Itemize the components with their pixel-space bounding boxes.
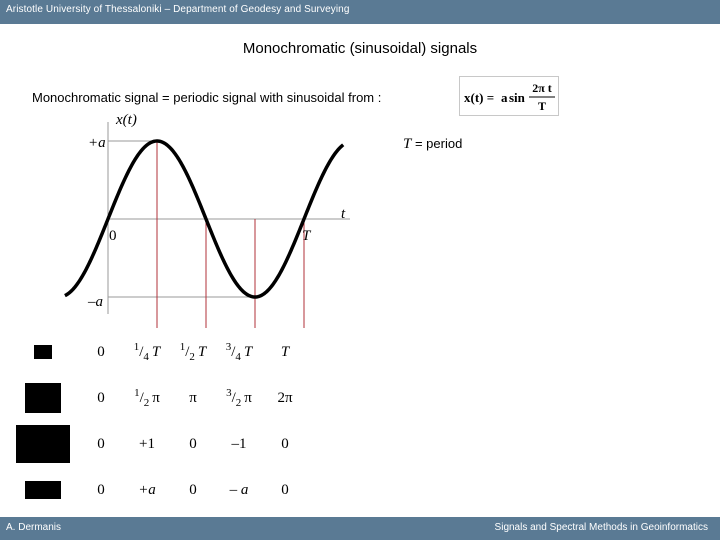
row-key-cell <box>8 421 78 467</box>
period-note <box>403 136 462 153</box>
row-key-cell <box>8 375 78 421</box>
cell-value: 0 <box>189 435 197 452</box>
table-cell <box>262 329 308 375</box>
cell-value: T <box>280 343 290 360</box>
table-cell <box>262 421 308 467</box>
row-key-cell <box>8 467 78 513</box>
values-table <box>8 329 308 513</box>
table-cell <box>124 375 170 421</box>
table-row <box>8 329 308 375</box>
minus-a-label: –a <box>88 294 103 310</box>
fraction-symbol: T <box>197 344 207 360</box>
fraction-slash: / <box>231 344 236 360</box>
cell-value: 0 <box>97 481 105 498</box>
table-cell <box>262 375 308 421</box>
cell-value: 0 <box>97 435 105 452</box>
definition-text: Monochromatic signal = periodic signal with sinusoidal from : <box>32 90 382 105</box>
fraction-numerator: 3 <box>225 341 232 353</box>
header-institution: Aristotle University of Thessaloniki – Department of Geodesy and Surveying <box>6 4 350 15</box>
fraction-denominator: 2 <box>189 351 195 363</box>
cell-value: – a <box>229 481 249 498</box>
cell-value: +a <box>138 481 156 498</box>
table-cell <box>170 467 216 513</box>
plus-a-label: +a <box>88 135 106 151</box>
fraction-denominator: 2 <box>143 397 150 409</box>
cell-value: +1 <box>139 435 155 452</box>
fraction-symbol: π <box>152 390 160 406</box>
fraction-numerator: 1 <box>134 387 140 399</box>
table-cell <box>170 375 216 421</box>
table-cell <box>216 467 262 513</box>
table-cell <box>170 421 216 467</box>
formula-sin: sin <box>509 90 525 105</box>
cell-value: 2π <box>277 389 293 406</box>
formula-a: a <box>501 90 508 105</box>
row-key-block <box>34 345 52 359</box>
table-cell <box>216 421 262 467</box>
fraction-symbol: T <box>243 344 253 360</box>
footer-course: Signals and Spectral Methods in Geoinformatics <box>494 522 708 533</box>
fraction-denominator: 4 <box>235 351 241 363</box>
footer-bar <box>0 517 720 540</box>
fraction-symbol: π <box>244 390 252 406</box>
row-key-block <box>25 481 61 499</box>
period-note-text: = period <box>411 136 463 151</box>
cell-value: 0 <box>281 481 289 498</box>
table-row <box>8 421 308 467</box>
cell-value: 0 <box>281 435 289 452</box>
fraction-numerator: 1 <box>133 341 140 353</box>
period-T-label: T <box>302 228 311 244</box>
fraction-denominator: 2 <box>235 397 242 409</box>
table-cell <box>78 467 124 513</box>
table-cell <box>124 329 170 375</box>
table-row <box>8 375 308 421</box>
table-cell <box>124 421 170 467</box>
fraction-numerator: 1 <box>179 341 186 353</box>
y-axis-label: x(t) <box>116 112 137 128</box>
fraction-slash: / <box>139 344 144 360</box>
table-cell <box>216 375 262 421</box>
fraction-numerator: 3 <box>226 387 232 399</box>
fraction-symbol: T <box>151 344 161 360</box>
origin-label: 0 <box>109 228 117 244</box>
row-key-cell <box>8 329 78 375</box>
table-cell <box>124 467 170 513</box>
row-key-block <box>25 383 61 413</box>
table-cell <box>78 329 124 375</box>
cell-value: 0 <box>189 481 197 498</box>
footer-author: A. Dermanis <box>6 522 62 533</box>
cell-value: –1 <box>231 435 247 452</box>
fraction-slash: / <box>185 344 190 360</box>
table-cell <box>78 421 124 467</box>
formula-numerator: 2π t <box>532 81 552 95</box>
table-cell <box>216 329 262 375</box>
table-row <box>8 467 308 513</box>
cell-value: π <box>189 389 197 406</box>
table-cell <box>78 375 124 421</box>
cell-value: 0 <box>97 389 105 406</box>
table-cell <box>262 467 308 513</box>
formula-lhs: x(t) = <box>464 90 495 105</box>
slide-title: Monochromatic (sinusoidal) signals <box>242 40 478 57</box>
fraction-slash: / <box>231 390 236 406</box>
formula-denominator: T <box>537 99 547 113</box>
x-axis-label: t <box>341 206 346 222</box>
cell-value: 0 <box>97 343 105 360</box>
fraction-slash: / <box>139 390 144 406</box>
table-cell <box>170 329 216 375</box>
row-key-block <box>16 425 70 463</box>
period-note-var: T <box>403 136 412 152</box>
fraction-denominator: 4 <box>143 351 149 363</box>
